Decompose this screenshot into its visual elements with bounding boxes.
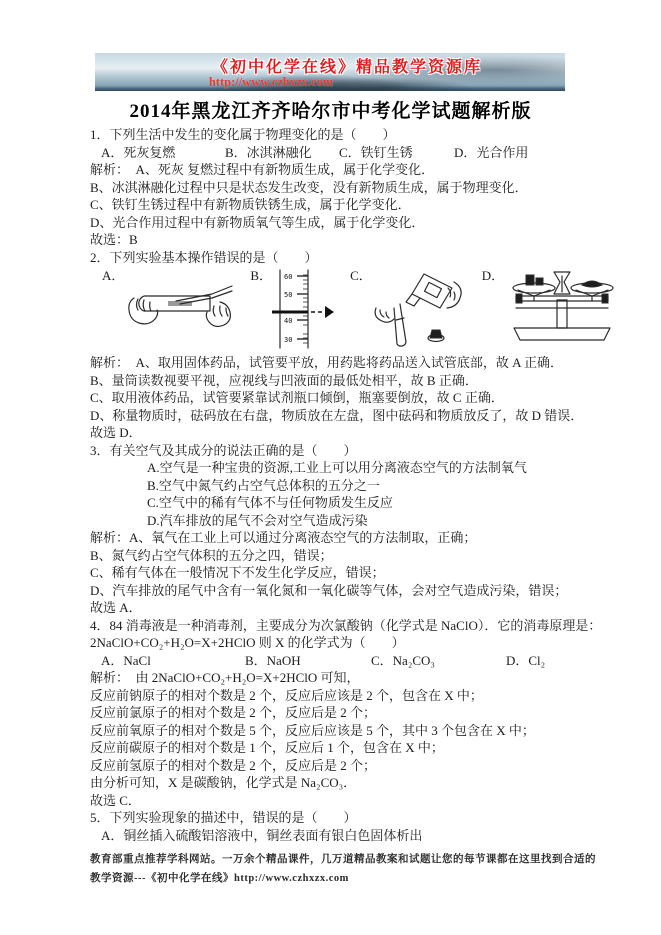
- figure-adding-solid-to-horizontal-test-tube: [124, 268, 236, 348]
- q2-prompt: 2．下列实验基本操作错误的是（ ）: [90, 249, 318, 265]
- q1-options-row: [90, 144, 572, 162]
- figure-reading-graduated-cylinder: [272, 268, 334, 350]
- svg-text:50: 50: [284, 291, 293, 299]
- q4-analysis-line: 反应前氢原子的相对个数是 2 个，反应后是 2 个；: [90, 757, 377, 773]
- q3-prompt: 3．有关空气及其成分的说法正确的是（ ）: [90, 442, 357, 458]
- q2-analysis-line: C、取用液体药品，试管要紧靠试剂瓶口倾倒，瓶塞要倒放，故 C 正确．: [90, 390, 504, 405]
- q2-fig-label-b: B．: [250, 268, 273, 283]
- q4-option-d: D．Cl₂: [506, 652, 546, 668]
- footer-site-link: 教学资源---《初中化学在线》http://www.czhxzx.com: [90, 873, 349, 884]
- q1-option-b: B．冰淇淋融化: [225, 144, 312, 160]
- q2-answer: 故选 D．: [90, 425, 142, 440]
- page-title: 2014年黑龙江齐齐哈尔市中考化学试题解析版: [129, 101, 532, 122]
- q1-analysis-line: C、铁钉生锈过程中有新物质铁锈生成，属于化学变化．: [90, 197, 411, 212]
- q1-option-a: A．死灰复燃: [101, 144, 176, 160]
- q1-analysis-line: 解析： A、死灰 复燃过程中有新物质生成，属于化学变化．: [90, 162, 435, 177]
- q3-answer: 故选 A．: [90, 600, 142, 615]
- q4-analysis-line: 反应前碳原子的相对个数是 1 个，反应后 1 个，包含在 X 中；: [90, 740, 444, 755]
- q4-answer: 故选 C．: [90, 792, 141, 808]
- q1-answer: 故选：B: [90, 232, 138, 247]
- q3-option-a: A.空气是一种宝贵的资源,工业上可以用分离液态空气的方法制氧气: [147, 460, 527, 475]
- figure-pouring-liquid-into-test-tube: [372, 268, 468, 350]
- banner-site-name: 《初中化学在线》精品教学资源库: [211, 59, 482, 76]
- q3-analysis-line: B、氮气约占空气体积的五分之四，错误；: [90, 547, 333, 563]
- q2-fig-label-a: A．: [102, 268, 125, 283]
- figure-balance-weighing: [504, 268, 620, 344]
- q2-fig-label-d: D．: [481, 268, 505, 283]
- q4-analysis-line: 反应前氧原子的相对个数是 5 个，反应后应该是 5 个，其中 3 个包含在 X 中；: [90, 722, 535, 738]
- q1-analysis-line: B、冰淇淋融化过程中只是状态发生改变，没有新物质生成，属于物理变化．: [90, 179, 528, 195]
- q4-option-c: C．Na₂CO₃: [371, 652, 435, 668]
- q5-option-a: A．铜丝插入硫酸铝溶液中，铜丝表面有银白色固体析出: [101, 827, 423, 843]
- page-footer: [90, 850, 596, 888]
- q2-analysis-line: B、量筒读数视要平视，应视线与凹液面的最低处相平，故 B 正确．: [90, 372, 478, 388]
- svg-text:40: 40: [284, 317, 293, 325]
- q4-analysis-line: 解析： 由 2NaClO+CO₂+H₂O=X+2HClO 可知，: [90, 670, 360, 685]
- q3-analysis-line: 解析：A、氧气在工业上可以通过分离液态空气的方法制取，正确；: [90, 530, 477, 545]
- q5-prompt: 5．下列实验现象的描述中，错误的是（ ）: [90, 810, 357, 825]
- q3-option-d: D.汽车排放的尾气不会对空气造成污染: [147, 512, 368, 528]
- q1-prompt: 1．下列生活中发生的变化属于物理变化的是（ ）: [90, 127, 396, 142]
- q1-option-d: D．光合作用: [454, 144, 529, 160]
- q2-analysis-line: 解析： A、取用固体药品，试管要平放，用药匙将药品送入试管底部，故 A 正确．: [90, 355, 564, 370]
- q4-analysis-line: 由分析可知，X 是碳酸钠，化学式是 Na₂CO₃．: [90, 775, 357, 790]
- banner-site-url: http://www.czhxzx.com: [208, 75, 334, 89]
- q4-equation: 2NaClO+CO₂+H₂O=X+2HClO 则 X 的化学式为（ ）: [90, 635, 405, 650]
- q3-analysis-line: C、稀有气体在一般情况下不发生化学反应，错误；: [90, 565, 385, 580]
- q4-option-a: A．NaCl: [101, 652, 151, 668]
- q1-analysis-line: D、光合作用过程中有新物质氧气等生成，属于化学变化．: [90, 214, 425, 230]
- q4-options-row: [90, 652, 572, 670]
- site-banner-image: [95, 53, 565, 91]
- q4-analysis-line: 反应前氯原子的相对个数是 2 个，反应后是 2 个；: [90, 705, 377, 720]
- document-body: [90, 126, 602, 844]
- q2-analysis-line: D、称量物质时，砝码放在右盘，物质放在左盘，图中砝码和物质放反了，故 D 错误．: [90, 407, 584, 423]
- q4-prompt: 4．84 消毒液是一种消毒剂，主要成分为次氯酸钠（化学式是 NaClO）．它的消毒原理是：: [90, 617, 602, 633]
- q3-option-c: C.空气中的稀有气体不与任何物质发生反应: [147, 495, 393, 510]
- q2-fig-label-c: C．: [350, 268, 372, 283]
- svg-text:60: 60: [284, 273, 293, 281]
- q3-option-b: B.空气中氮气约占空气总体积的五分之一: [147, 477, 380, 493]
- footer-slogan: 教育部重点推荐学科网站。一万余个精品课件，几万道精品教案和试题让您的每节课都在这里找到合适的: [90, 854, 596, 865]
- q4-option-b: B．NaOH: [245, 652, 301, 668]
- q4-analysis-line: 反应前钠原子的相对个数是 2 个，反应后应该是 2 个，包含在 X 中；: [90, 687, 483, 703]
- q3-analysis-line: D、汽车排放的尾气中含有一氧化氮和一氧化碳等气体，会对空气造成污染，错误；: [90, 582, 568, 598]
- svg-text:30: 30: [284, 336, 293, 344]
- q1-option-c: C．铁钉生锈: [339, 144, 413, 160]
- q2-figure-row: [90, 266, 572, 354]
